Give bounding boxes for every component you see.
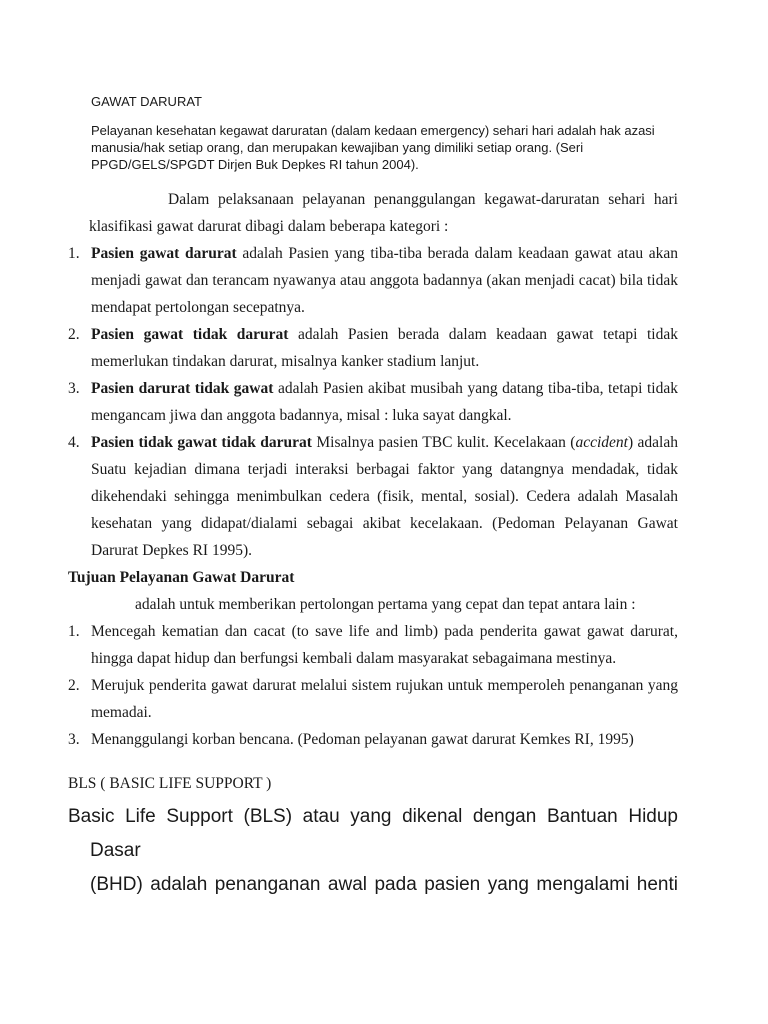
list-item xyxy=(68,240,678,321)
header-block xyxy=(91,93,681,173)
list-item xyxy=(68,321,678,375)
bls-paragraph xyxy=(68,800,678,902)
tujuan-intro: adalah untuk memberikan pertolongan pertama yang cepat dan tepat antara lain : xyxy=(135,596,636,613)
list-number: 1. xyxy=(68,623,80,640)
list-number: 3. xyxy=(68,380,80,397)
list-number: 2. xyxy=(68,677,80,694)
category-term: Pasien tidak gawat tidak darurat xyxy=(91,434,312,451)
document-title: GAWAT DARURAT xyxy=(91,94,202,109)
bls-heading: BLS ( BASIC LIFE SUPPORT ) xyxy=(68,775,272,792)
list-number: 2. xyxy=(68,326,80,343)
bls-line-2: Dasar xyxy=(90,840,141,861)
list-item xyxy=(68,618,678,672)
category-desc-cont: ) adalah Suatu kejadian dimana terjadi interaksi berbagai faktor yang datangnya mendadak, tidak dikehendaki sehingga menimbulkan cedera (fisik, mental, sosial). Cedera adalah Masalah kesehatan yang didapat/dialami sebagai akibat kecelakaan. (Pedoman Pelayanan Gawat Darurat Depkes RI 1995). xyxy=(91,434,678,559)
list-item xyxy=(68,726,678,753)
bls-line-3: (BHD) adalah penanganan awal pada pasien yang mengalami henti xyxy=(90,874,678,895)
category-list xyxy=(68,240,678,564)
category-desc: adalah Pasien berada dalam keadaan gawat tetapi tidak memerlukan tindakan darurat, misalnya kanker stadium lanjut. xyxy=(91,326,678,370)
list-number: 1. xyxy=(68,245,80,262)
list-item xyxy=(68,375,678,429)
category-term: Pasien gawat tidak darurat xyxy=(91,326,289,343)
italic-term: accident xyxy=(575,434,628,451)
list-number: 3. xyxy=(68,731,80,748)
tujuan-list xyxy=(68,618,678,753)
intro-paragraph: Dalam pelaksanaan pelayanan penanggulangan kegawat-daruratan sehari hari klasifikasi gawat darurat dibagi dalam beberapa kategori : xyxy=(89,191,678,235)
list-item xyxy=(68,429,678,564)
category-desc: adalah Pasien yang tiba-tiba berada dalam keadaan gawat atau akan menjadi gawat dan terancam nyawanya atau anggota badannya (akan menjadi cacat) bila tidak mendapat pertolongan secepatnya. xyxy=(91,245,678,316)
header-paragraph: Pelayanan kesehatan kegawat daruratan (dalam kedaan emergency) sehari hari adalah hak azasi manusia/hak setiap orang, dan merupakan kewajiban yang dimiliki setiap orang. (Seri PPGD/GELS/SPGDT Dirjen Buk Depkes RI tahun 2004). xyxy=(91,123,655,172)
category-term: Pasien gawat darurat xyxy=(91,245,237,262)
tujuan-text: Menanggulangi korban bencana. (Pedoman pelayanan gawat darurat Kemkes RI, 1995) xyxy=(91,731,634,748)
list-number: 4. xyxy=(68,434,80,451)
category-term: Pasien darurat tidak gawat xyxy=(91,380,274,397)
tujuan-heading: Tujuan Pelayanan Gawat Darurat xyxy=(68,569,295,586)
tujuan-text: Merujuk penderita gawat darurat melalui sistem rujukan untuk memperoleh penanganan yang memadai. xyxy=(91,677,678,721)
category-desc: Misalnya pasien TBC kulit. Kecelakaan ( xyxy=(311,434,576,451)
main-content xyxy=(68,186,678,753)
bls-line-1: Basic Life Support (BLS) atau yang dikenal dengan Bantuan Hidup xyxy=(68,806,678,827)
tujuan-text: Mencegah kematian dan cacat (to save life and limb) pada penderita gawat gawat darurat, hingga dapat hidup dan berfungsi kembali dalam masyarakat sebagaimana mestinya. xyxy=(91,623,678,667)
list-item xyxy=(68,672,678,726)
category-desc: adalah Pasien akibat musibah yang datang tiba-tiba, tetapi tidak mengancam jiwa dan anggota badannya, misal : luka sayat dangkal. xyxy=(91,380,678,424)
